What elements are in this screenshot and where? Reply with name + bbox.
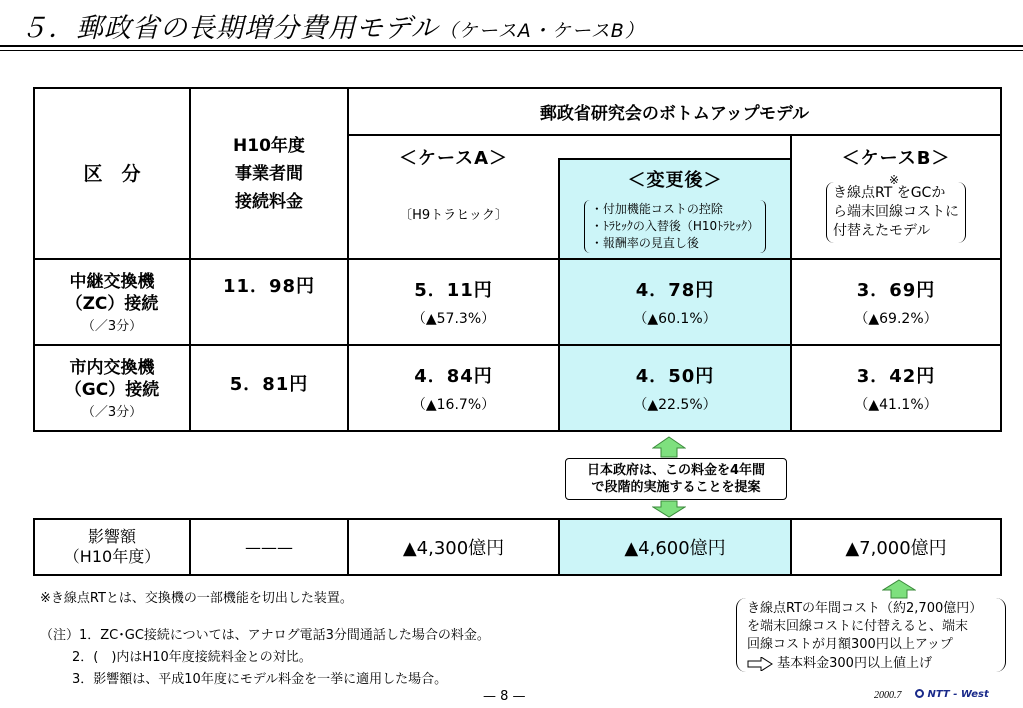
impact-changed: ▲4,600億円 bbox=[559, 519, 791, 575]
note-1: （注）1．ZC･GC接続については、アナログ電話3分間通話した場合の料金。 bbox=[40, 628, 490, 643]
header-category: 区 分 bbox=[34, 88, 190, 259]
rt-note-mark: ※ bbox=[889, 173, 900, 187]
impact-table bbox=[33, 518, 1002, 576]
table-row bbox=[34, 259, 1001, 345]
footer-date: 2000.7 bbox=[874, 690, 902, 701]
right-arrow-icon bbox=[747, 657, 773, 671]
page-number: — 8 — bbox=[483, 689, 526, 704]
table-row bbox=[34, 345, 1001, 431]
zc-case-b: 3．69円 （▲69.2%） bbox=[791, 259, 1001, 345]
zc-case-a: 5．11円 （▲57.3%） bbox=[348, 259, 559, 345]
title-rule-thin bbox=[0, 50, 1023, 51]
gc-changed: 4．50円 （▲22.5%） bbox=[559, 345, 791, 431]
page-title: ５．郵政省の長期増分費用モデル（ケースA・ケースB） bbox=[20, 13, 645, 44]
header-changed: ＜変更後＞ ・付加機能コストの控除 ・ﾄﾗﾋｯｸの入替後（H10ﾄﾗﾋｯｸ） ・報酬率の見直し後 bbox=[559, 159, 791, 259]
header-case-b: ＜ケースB＞ ※ き線点RT をGCか ら端末回線コストに 付替えたモデル bbox=[791, 135, 1001, 259]
header-case-a-spacer bbox=[559, 135, 791, 159]
case-b-up-arrow-icon bbox=[882, 579, 916, 599]
impact-h10: ——— bbox=[190, 519, 348, 575]
zc-changed: 4．78円 （▲60.1%） bbox=[559, 259, 791, 345]
header-h10: H10年度 事業者間 接続料金 bbox=[190, 88, 348, 259]
zc-h10-value: 11．98円 bbox=[190, 259, 348, 345]
ntt-logo-icon bbox=[915, 689, 924, 698]
row-label-gc: 市内交換機 （GC）接続 （／3分） bbox=[34, 345, 190, 431]
note-2: 2．( )内はH10年度接続料金との対比。 bbox=[72, 650, 312, 665]
gc-case-b: 3．42円 （▲41.1%） bbox=[791, 345, 1001, 431]
gc-case-a: 4．84円 （▲16.7%） bbox=[348, 345, 559, 431]
header-bottomup: 郵政省研究会のボトムアップモデル bbox=[348, 88, 1001, 135]
title-rule bbox=[0, 45, 1023, 47]
gc-h10-value: 5．81円 bbox=[190, 345, 348, 431]
rt-footnote: ※き線点RTとは、交換機の一部機能を切出した装置。 bbox=[40, 591, 353, 606]
main-table bbox=[33, 87, 1002, 432]
down-arrow-icon bbox=[652, 500, 686, 518]
proposal-callout: 日本政府は、この料金を4年間 で段階的実施することを提案 bbox=[565, 458, 787, 500]
ntt-west-logo: NTT - West bbox=[915, 689, 989, 700]
up-arrow-icon bbox=[652, 436, 686, 458]
impact-case-b: ▲7,000億円 bbox=[791, 519, 1001, 575]
impact-label: 影響額 （H10年度） bbox=[34, 519, 190, 575]
impact-case-a: ▲4,300億円 bbox=[348, 519, 559, 575]
rt-cost-box: き線点RTの年間コスト（約2,700億円） を端末回線コストに付替えると、端末 回線コストが月額300円以上アップ 基本料金300円以上値上げ bbox=[736, 598, 1006, 672]
note-3: 3．影響額は、平成10年度にモデル料金を一挙に適用した場合。 bbox=[72, 672, 448, 687]
row-label-zc: 中継交換機 （ZC）接続 （／3分） bbox=[34, 259, 190, 345]
header-case-a: ＜ケースA＞ 〔H9トラヒック〕 bbox=[348, 135, 559, 259]
